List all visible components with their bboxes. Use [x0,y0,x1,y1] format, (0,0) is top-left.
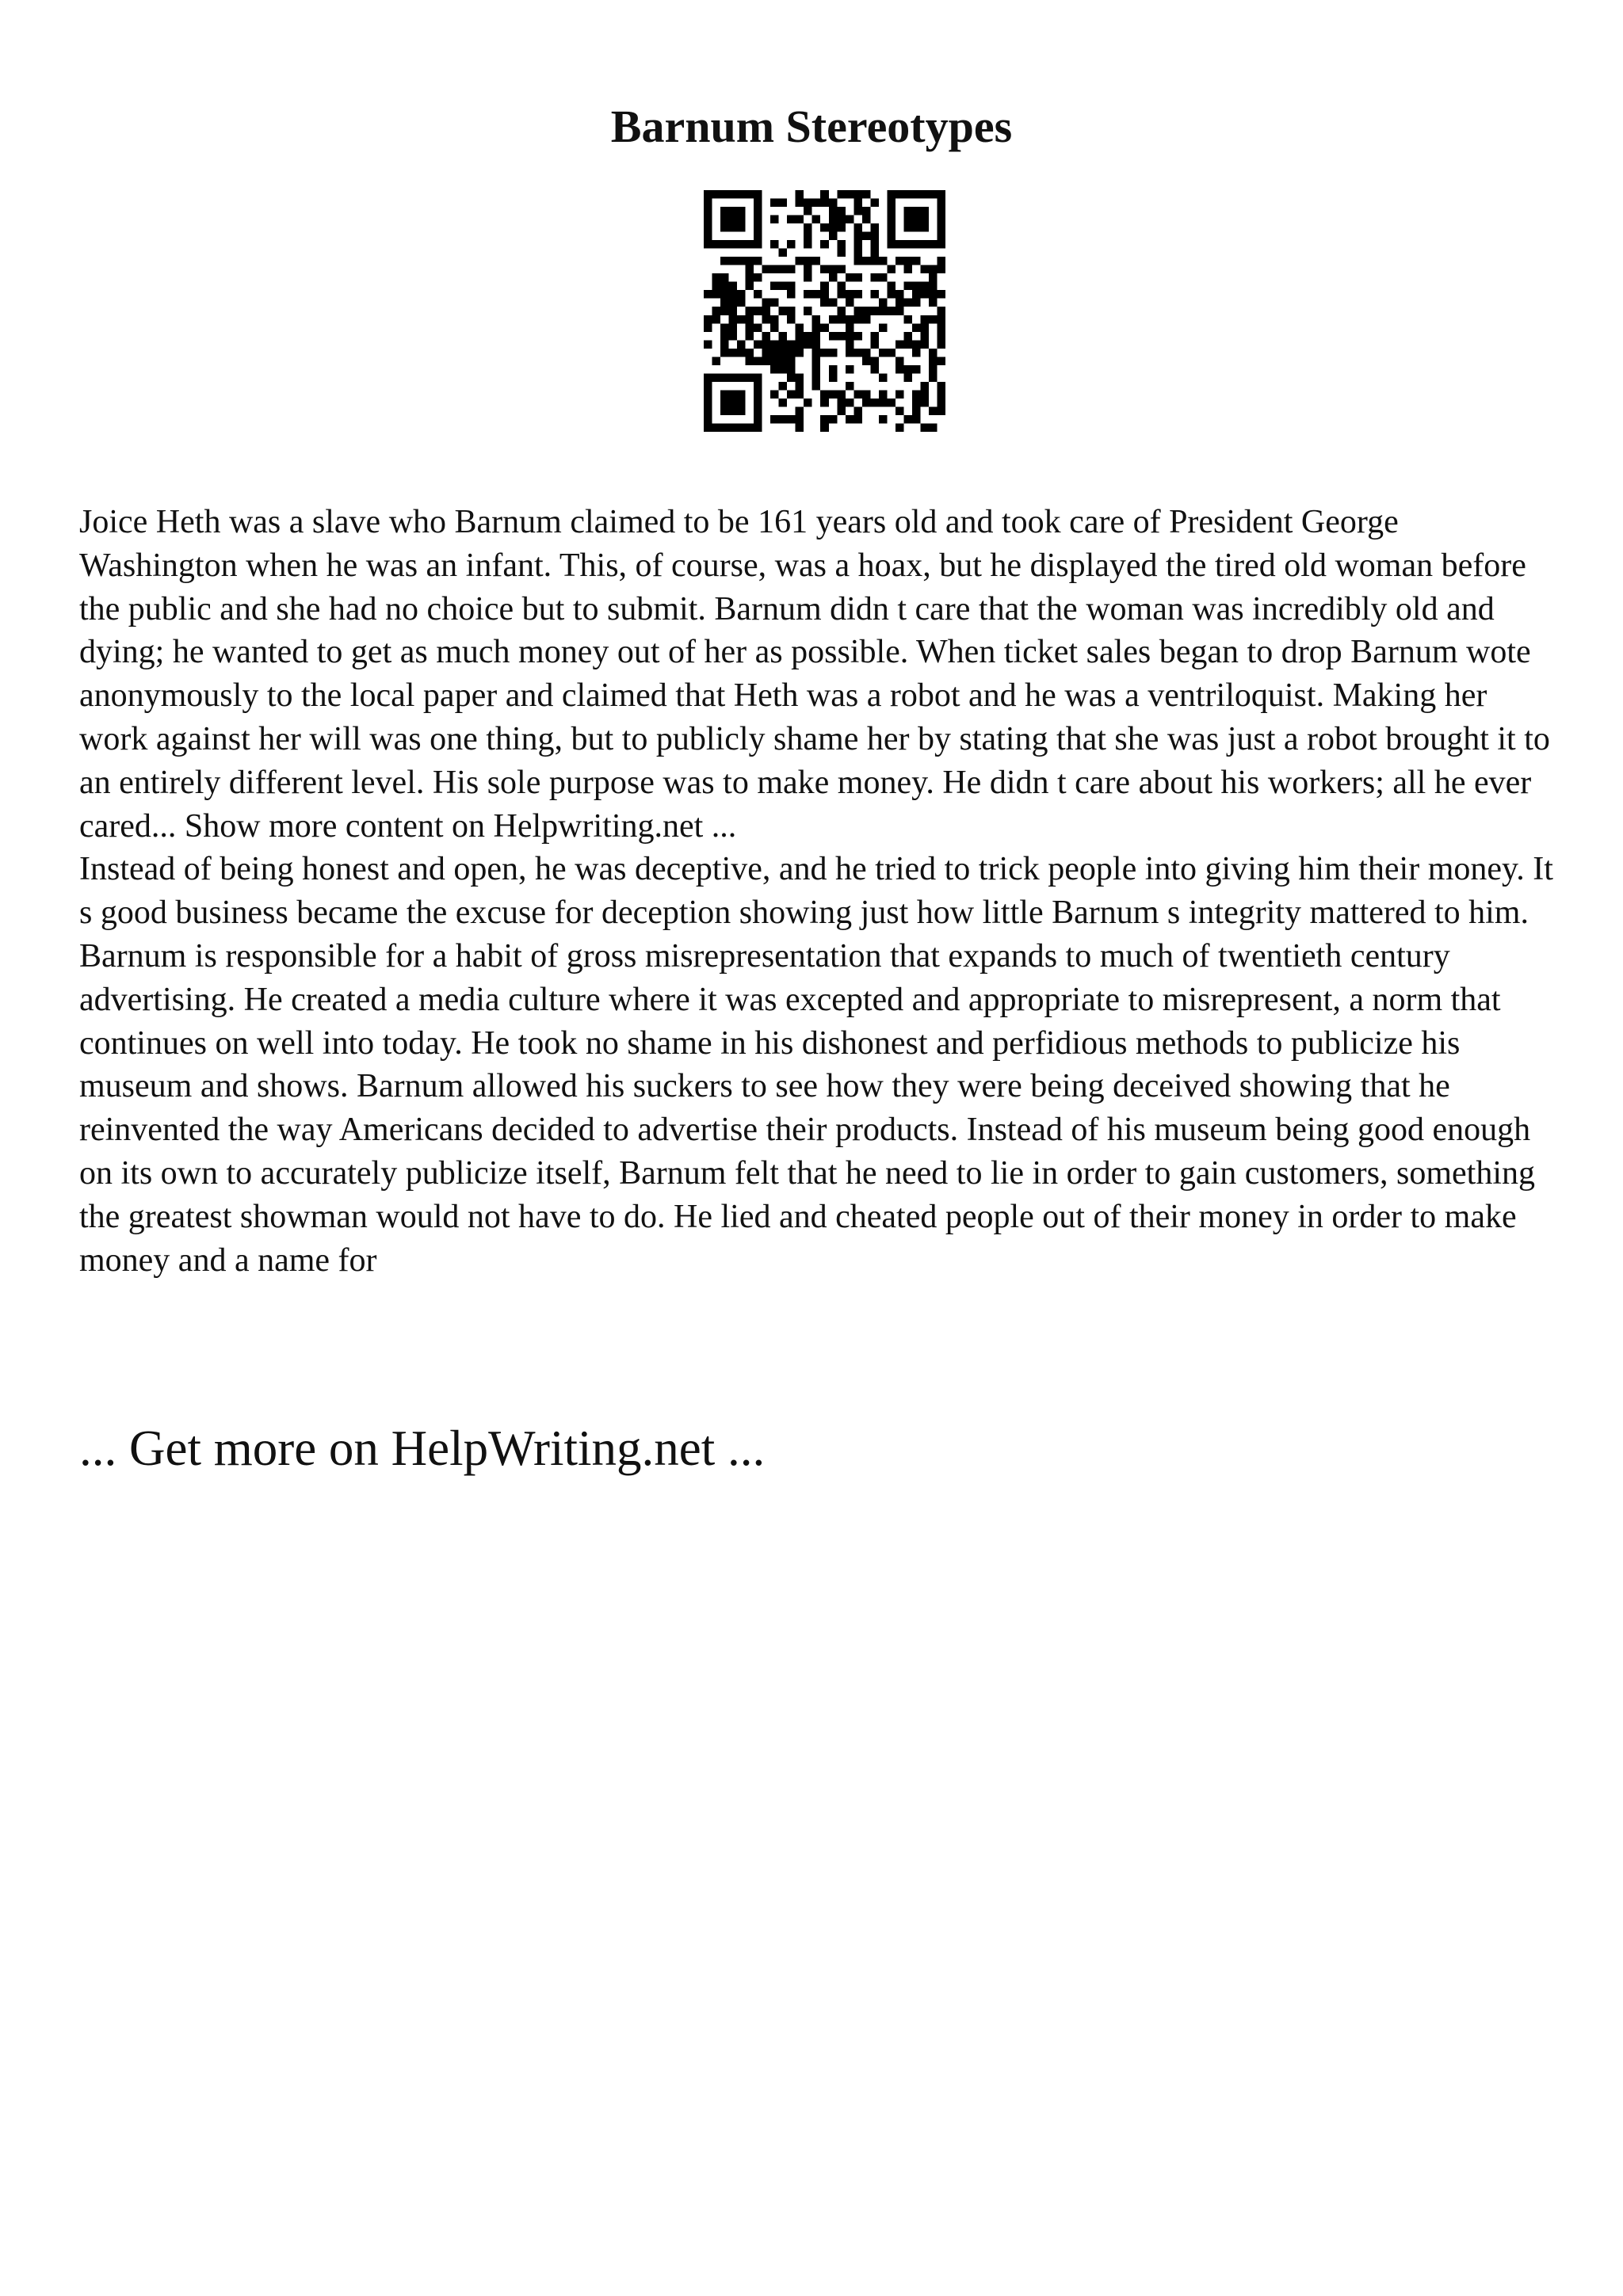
paragraph-2: Instead of being honest and open, he was deceptive, and he tried to trick people into giving him their money. It s good business became the excuse for deception showing just how little Barnum s integrity mattered to him. Barnum is responsible for a habit of gross misrepresentation that expands to much of twentieth century advertising. He created a media culture where it was excepted and appropriate to misrepresent, a norm that continues on well into today. He took no shame in his dishonest and perfidious methods to publicize his museum and shows. Barnum allowed his suckers to see how they were being deceived showing that he reinvented the way Americans decided to advertise their products. Instead of his museum being good enough on its own to accurately publicize itself, Barnum felt that he need to lie in order to gain customers, something the greatest showman would not have to do. He lied and cheated people out of their money in order to make money and a name for [79,851,1553,1279]
document-title: Barnum Stereotypes [610,101,1013,152]
qr-code-icon [704,190,945,432]
document-body [79,501,1553,1282]
qr-code-graphic [704,190,945,432]
get-more-link[interactable]: ... Get more on HelpWriting.net ... [79,1421,766,1476]
paragraph-1: Joice Heth was a slave who Barnum claimed to be 161 years old and took care of President George Washington when he was an infant. This, of course, was a hoax, but he displayed the tired old woman before the public and she had no choice but to submit. Barnum didn t care that the woman was incredibly old and dying; he wanted to get as much money out of her as possible. When ticket sales began to drop Barnum wote anonymously to the local paper and claimed that Heth was a robot and he was a ventriloquist. Making her work against her will was one thing, but to publicly shame her by stating that she was just a robot brought it to an entirely different level. His sole purpose was to make money. He didn t care about his workers; all he ever cared... Show more content on Helpwriting.net ... [79,504,1550,845]
